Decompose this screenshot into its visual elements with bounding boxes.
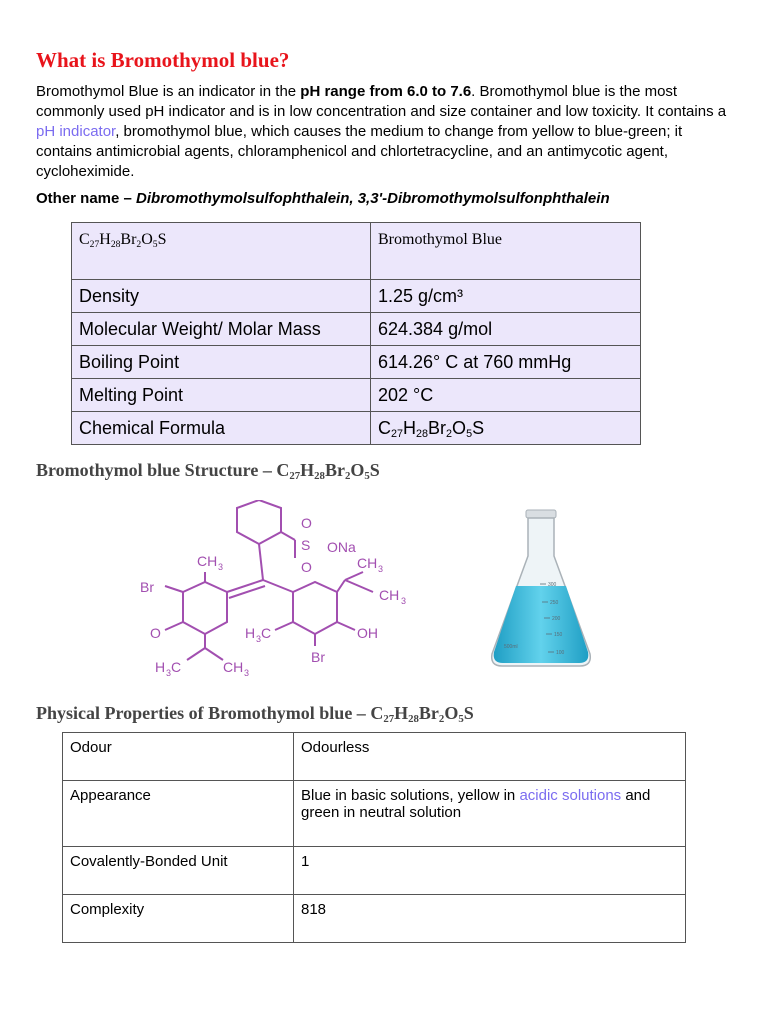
row-label: Boiling Point: [72, 346, 371, 379]
row-value: 1: [294, 847, 686, 895]
table-row: [63, 781, 686, 847]
svg-text:Br: Br: [311, 649, 325, 665]
row-value: 818: [294, 895, 686, 943]
intro-text-3: , bromothymol blue, which causes the medium to change from yellow to blue-green; it contains antimicrobial agents, chloramphenicol and chlortetracycline, and an antimycotic agent, cycloheximide.: [36, 123, 683, 180]
svg-text:250: 250: [550, 600, 559, 606]
ph-indicator-link[interactable]: pH indicator: [36, 123, 116, 140]
row-label: Covalently-Bonded Unit: [63, 847, 294, 895]
other-name-label: Other name –: [36, 190, 137, 207]
svg-text:O: O: [150, 625, 161, 641]
other-name: [36, 190, 610, 207]
row-value: Blue in basic solutions, yellow in acidic solutions and green in neutral solution: [294, 781, 686, 847]
row-label: Density: [72, 280, 371, 313]
acidic-solutions-link[interactable]: acidic solutions: [519, 787, 622, 804]
svg-text:CH: CH: [197, 553, 218, 569]
svg-text:300: 300: [548, 582, 557, 588]
row-value: Odourless: [294, 733, 686, 781]
row-label: Complexity: [63, 895, 294, 943]
svg-text:3: 3: [401, 596, 407, 606]
svg-text:O: O: [301, 515, 312, 531]
table-row: [72, 346, 641, 379]
svg-text:100: 100: [556, 650, 565, 656]
erlenmeyer-flask-image: [486, 506, 596, 671]
svg-text:Br: Br: [140, 579, 154, 595]
right-ring: [293, 582, 337, 634]
svg-text:3: 3: [166, 668, 172, 678]
svg-text:CH: CH: [379, 587, 400, 603]
svg-text:3: 3: [244, 668, 250, 678]
table-row: [63, 847, 686, 895]
properties-table: [71, 222, 641, 445]
structure-heading: Bromothymol blue Structure – $C_{27}H_{28}Br_2O_5S$: [36, 460, 380, 482]
cyclohexyl-ring: [237, 500, 281, 544]
table-row: [63, 895, 686, 943]
intro-ph-range: pH range from 6.0 to 7.6: [300, 83, 472, 100]
svg-text:200: 200: [552, 616, 561, 622]
svg-text:500ml: 500ml: [504, 644, 518, 650]
table-row: [63, 733, 686, 781]
other-name-value: Dibromothymolsulfophthalein, 3,3'-Dibromothymolsulfonphthalein: [136, 190, 610, 207]
svg-text:O: O: [301, 559, 312, 575]
svg-text:ONa: ONa: [327, 539, 356, 555]
bromothymol-structure-diagram: [135, 500, 425, 690]
svg-text:150: 150: [554, 632, 563, 638]
row-label: Chemical Formula: [72, 412, 371, 445]
intro-text-1: Bromothymol Blue is an indicator in the: [36, 83, 301, 100]
row-label: Appearance: [63, 781, 294, 847]
row-value-formula: $C_{27}H_{28}Br_2O_5S$: [371, 412, 641, 445]
page-title: What is Bromothymol blue?: [36, 48, 290, 72]
table-row: [72, 280, 641, 313]
svg-text:C: C: [171, 659, 182, 675]
svg-text:C: C: [261, 625, 272, 641]
intro-paragraph: [36, 82, 736, 182]
row-value: 202 °C: [371, 379, 641, 412]
header-compound-name: Bromothymol Blue: [371, 223, 641, 280]
row-label: Molecular Weight/ Molar Mass: [72, 313, 371, 346]
svg-text:3: 3: [218, 562, 224, 572]
table-row: [72, 313, 641, 346]
table-header-row: [72, 223, 641, 280]
row-label: Melting Point: [72, 379, 371, 412]
svg-text:H: H: [245, 625, 256, 641]
row-value: 1.25 g/cm³: [371, 280, 641, 313]
svg-text:H: H: [155, 659, 166, 675]
physical-properties-table: [62, 732, 686, 943]
svg-text:CH: CH: [223, 659, 244, 675]
table-row: [72, 412, 641, 445]
row-label: Odour: [63, 733, 294, 781]
row-value: 624.384 g/mol: [371, 313, 641, 346]
svg-text:S: S: [301, 537, 311, 553]
intro-text-2: . Bromothymol blue is the most commonly used pH indicator and is in low concentration and size container and low toxicity. It contains a: [36, 83, 727, 120]
properties-heading: Physical Properties of Bromothymol blue – $C_{27}H_{28}Br_2O_5S$: [36, 703, 474, 725]
svg-text:3: 3: [378, 564, 384, 574]
row-value: 614.26° C at 760 mmHg: [371, 346, 641, 379]
table-row: [72, 379, 641, 412]
left-ring: [183, 582, 227, 634]
svg-text:3: 3: [256, 634, 262, 644]
svg-text:OH: OH: [357, 625, 378, 641]
header-formula: $C_{27}H_{28}Br_2O_5S$: [72, 223, 371, 280]
svg-text:CH: CH: [357, 555, 378, 571]
